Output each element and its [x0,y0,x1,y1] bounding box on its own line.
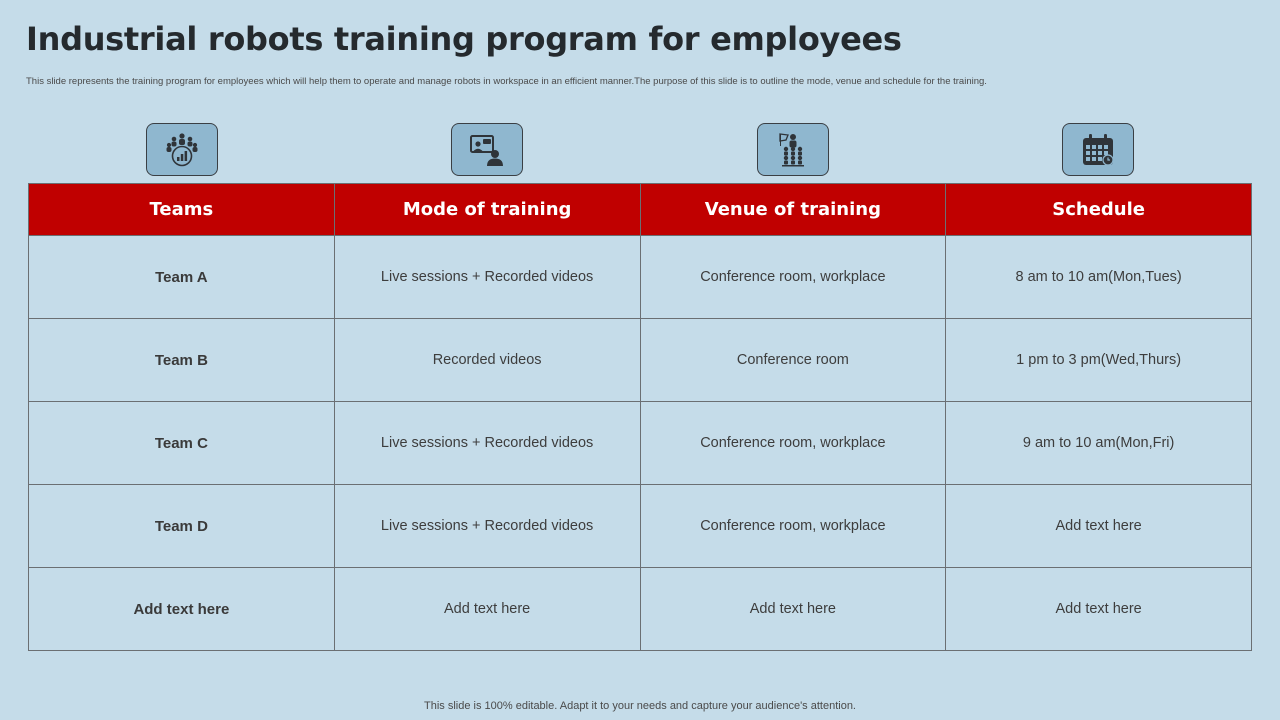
schedule-cell: 9 am to 10 am(Mon,Fri) [946,402,1252,485]
venue-cell: Conference room, workplace [640,236,946,319]
icon-box-mode [451,123,523,176]
team-cell: Team D [29,485,335,568]
icon-box-schedule [1062,123,1134,176]
header-venue: Venue of training [640,184,946,236]
schedule-cell: 8 am to 10 am(Mon,Tues) [946,236,1252,319]
calendar-icon [1080,132,1116,168]
icon-box-venue [757,123,829,176]
page-title: Industrial robots training program for employees [26,20,902,58]
mode-cell: Recorded videos [334,319,640,402]
training-table [28,183,1252,651]
footer-note: This slide is 100% editable. Adapt it to your needs and capture your audience's attention. [424,700,856,712]
table-row [29,319,1252,402]
header-schedule: Schedule [946,184,1252,236]
header-mode: Mode of training [334,184,640,236]
video-presentation-icon [469,132,505,168]
venue-cell: Add text here [640,568,946,651]
mode-cell: Live sessions + Recorded videos [334,485,640,568]
schedule-cell: Add text here [946,568,1252,651]
mode-cell: Live sessions + Recorded videos [334,236,640,319]
schedule-cell: Add text here [946,485,1252,568]
venue-cell: Conference room [640,319,946,402]
page-subtitle: This slide represents the training program for employees which will help them to operate and manage robots in workspace in an efficient manner.The purpose of this slide is to outline the mode, venue and schedule for the training. [26,76,987,87]
team-cell: Team C [29,402,335,485]
table-row [29,402,1252,485]
team-cell: Team B [29,319,335,402]
mode-cell: Add text here [334,568,640,651]
mode-cell: Live sessions + Recorded videos [334,402,640,485]
table-row [29,485,1252,568]
table-row [29,236,1252,319]
team-analytics-icon [164,132,200,168]
team-cell: Team A [29,236,335,319]
header-teams: Teams [29,184,335,236]
table-header-row [29,184,1252,236]
team-cell: Add text here [29,568,335,651]
table-row [29,568,1252,651]
venue-cell: Conference room, workplace [640,485,946,568]
schedule-cell: 1 pm to 3 pm(Wed,Thurs) [946,319,1252,402]
classroom-icon [775,132,811,168]
venue-cell: Conference room, workplace [640,402,946,485]
icon-box-teams [146,123,218,176]
